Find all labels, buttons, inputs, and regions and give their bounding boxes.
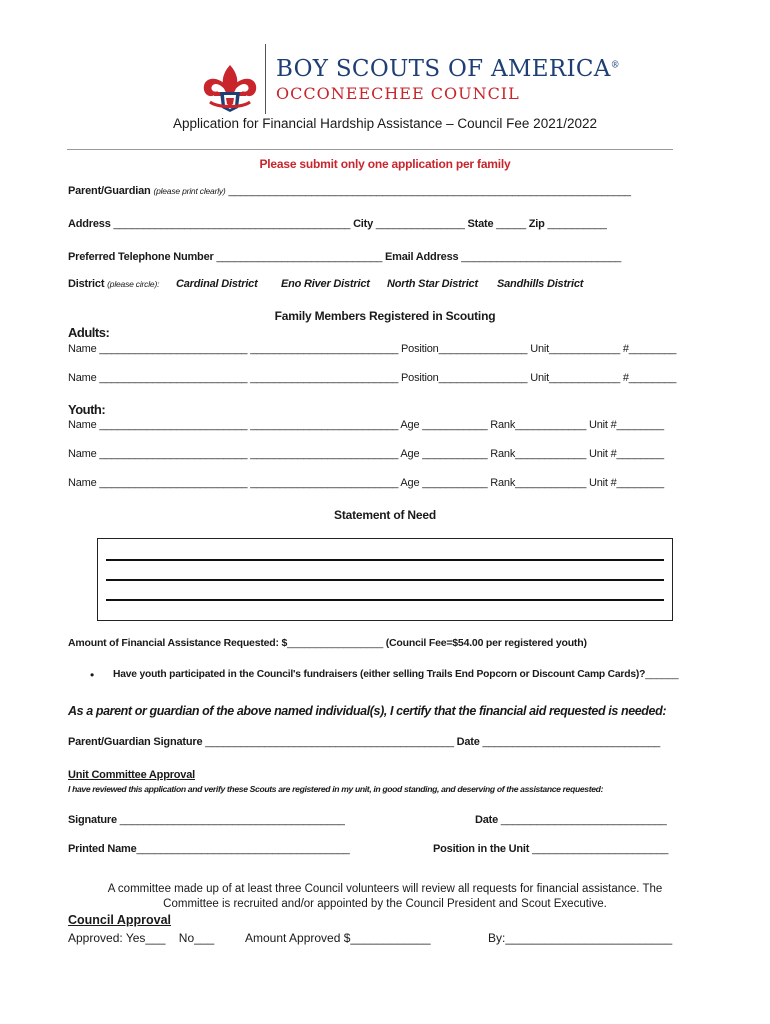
- youth-row: [68, 448, 664, 460]
- parent-guardian-row: [68, 185, 631, 197]
- rank-label: Rank: [490, 448, 516, 460]
- position-in-unit-row: [433, 843, 668, 855]
- unit-label: Unit: [530, 343, 549, 355]
- approved-yes-field[interactable]: Yes___: [125, 931, 166, 945]
- printed-name-field[interactable]: ____________________________________: [136, 843, 350, 855]
- name-label: Name: [68, 372, 97, 384]
- family-members-heading: Family Members Registered in Scouting: [274, 309, 496, 323]
- committee-date-field[interactable]: ____________________________: [500, 814, 667, 826]
- youth-name-field[interactable]: _________________________: [99, 448, 248, 460]
- bsa-fleur-de-lis-logo: [200, 62, 260, 114]
- form-title: Application for Financial Hardship Assistance – Council Fee 2021/2022: [173, 116, 597, 131]
- parent-signature-row: [68, 736, 660, 748]
- approved-no-field[interactable]: No___: [178, 931, 215, 945]
- committee-signature-label: Signature: [68, 814, 117, 826]
- parent-date-label: Date: [456, 736, 480, 748]
- youth-name-field[interactable]: _________________________: [99, 419, 248, 431]
- logo-divider: [265, 44, 266, 114]
- committee-signature-field[interactable]: ______________________________________: [119, 814, 345, 826]
- district-hint: (please circle):: [107, 279, 160, 289]
- committee-date-label: Date: [475, 814, 499, 826]
- need-line: [106, 579, 664, 581]
- statement-of-need-heading: Statement of Need: [334, 508, 436, 522]
- committee-signature-row: [68, 814, 345, 826]
- name-label: Name: [68, 477, 97, 489]
- single-application-notice: Please submit only one application per family: [259, 157, 511, 171]
- address-row: [68, 218, 607, 230]
- district-option-cardinal[interactable]: Cardinal District: [176, 278, 258, 290]
- adult-row: [68, 372, 676, 384]
- youth-rank-field[interactable]: ____________: [515, 419, 587, 431]
- amount-requested-row: [68, 637, 587, 649]
- parent-guardian-label: Parent/Guardian: [68, 185, 151, 197]
- youth-row: [68, 419, 664, 431]
- position-label: Position: [401, 372, 439, 384]
- rank-label: Rank: [490, 419, 516, 431]
- org-name: BOY SCOUTS OF AMERICA®: [276, 56, 620, 82]
- age-label: Age: [400, 477, 420, 489]
- position-label: Position: [401, 343, 439, 355]
- rank-label: Rank: [490, 477, 516, 489]
- amount-requested-field[interactable]: _________________: [287, 637, 384, 649]
- statement-of-need-box[interactable]: [97, 538, 673, 621]
- district-option-sandhills[interactable]: Sandhills District: [497, 278, 584, 290]
- fundraiser-answer-field[interactable]: ______: [645, 669, 679, 680]
- adult-unit-field[interactable]: ____________: [548, 343, 620, 355]
- printed-name-label: Printed Name: [68, 843, 137, 855]
- city-label: City: [353, 218, 374, 230]
- name-label: Name: [68, 419, 97, 431]
- adult-number-field[interactable]: ________: [628, 343, 677, 355]
- adult-position-field[interactable]: _______________: [438, 343, 528, 355]
- state-field[interactable]: _____: [496, 218, 526, 230]
- council-review-note-line2: Committee is recruited and/or appointed by the Council President and Scout Executive.: [163, 898, 607, 910]
- adult-name-field[interactable]: _________________________: [99, 372, 248, 384]
- council-name: OCCONEECHEE COUNCIL: [276, 84, 520, 103]
- adults-heading: Adults:: [68, 325, 110, 340]
- city-field[interactable]: _______________: [375, 218, 465, 230]
- approved-by-field[interactable]: By:_________________________: [488, 931, 673, 945]
- age-label: Age: [400, 419, 420, 431]
- position-in-unit-label: Position in the Unit: [433, 843, 530, 855]
- unit-label: Unit: [530, 372, 549, 384]
- youth-age-field[interactable]: ___________: [422, 477, 488, 489]
- district-option-eno-river[interactable]: Eno River District: [281, 278, 370, 290]
- youth-name-field-2[interactable]: _________________________: [250, 419, 399, 431]
- unit-number-label: Unit #: [589, 419, 617, 431]
- name-label: Name: [68, 343, 97, 355]
- printed-name-row: [68, 843, 350, 855]
- council-review-note-line1: A committee made up of at least three Council volunteers will review all requests for financial assistance. The: [107, 883, 663, 895]
- need-line: [106, 559, 664, 561]
- youth-unit-field[interactable]: ________: [616, 448, 664, 460]
- adult-name-field[interactable]: _________________________: [99, 343, 248, 355]
- name-label: Name: [68, 448, 97, 460]
- amount-approved-field[interactable]: Amount Approved $____________: [245, 931, 431, 945]
- position-in-unit-field[interactable]: _______________________: [532, 843, 669, 855]
- dollar-sign: $: [281, 637, 288, 649]
- unit-number-label: Unit #: [589, 448, 617, 460]
- youth-age-field[interactable]: ___________: [422, 419, 488, 431]
- fundraiser-question: Have youth participated in the Council's fundraisers (either selling Trails End Popcorn or Discount Camp Cards)?: [113, 669, 646, 680]
- unit-committee-heading: Unit Committee Approval: [68, 769, 196, 781]
- title-rule: [67, 149, 673, 150]
- youth-row: [68, 477, 664, 489]
- unit-committee-statement: I have reviewed this application and verify these Scouts are registered in my unit, in good standing, and deserving of the assistance requested:: [68, 784, 604, 794]
- bullet: •: [90, 668, 95, 682]
- fundraiser-question-row: [113, 669, 678, 680]
- zip-field[interactable]: __________: [547, 218, 607, 230]
- council-approval-row: [68, 931, 214, 945]
- age-label: Age: [400, 448, 420, 460]
- district-row: [68, 278, 159, 290]
- youth-name-field[interactable]: _________________________: [99, 477, 248, 489]
- youth-unit-field[interactable]: ________: [616, 477, 664, 489]
- amount-requested-label: Amount of Financial Assistance Requested:: [68, 637, 279, 649]
- youth-age-field[interactable]: ___________: [422, 448, 488, 460]
- phone-field[interactable]: ____________________________: [216, 251, 383, 263]
- email-field[interactable]: ___________________________: [461, 251, 622, 263]
- youth-rank-field[interactable]: ____________: [515, 477, 587, 489]
- parent-signature-label: Parent/Guardian Signature: [68, 736, 203, 748]
- parent-guardian-field[interactable]: ____________________________________________________________________: [228, 185, 631, 197]
- parent-certification-statement: As a parent or guardian of the above named individual(s), I certify that the financial aid requested is needed:: [68, 704, 667, 718]
- adult-row: [68, 343, 676, 355]
- youth-unit-field[interactable]: ________: [616, 419, 664, 431]
- council-approval-heading: Council Approval: [68, 913, 172, 927]
- adult-unit-field[interactable]: ____________: [548, 372, 620, 384]
- committee-date-row: [475, 814, 667, 826]
- hash-label: #: [622, 343, 629, 355]
- adult-name-field-2[interactable]: _________________________: [250, 343, 399, 355]
- youth-rank-field[interactable]: ____________: [515, 448, 587, 460]
- youth-name-field-2[interactable]: _________________________: [250, 448, 399, 460]
- phone-email-row: [68, 251, 621, 263]
- need-line: [106, 599, 664, 601]
- unit-number-label: Unit #: [589, 477, 617, 489]
- council-fee-note: (Council Fee=$54.00 per registered youth): [385, 637, 587, 649]
- adult-number-field[interactable]: ________: [628, 372, 677, 384]
- approved-label: Approved:: [68, 931, 123, 945]
- adult-position-field[interactable]: _______________: [438, 372, 528, 384]
- hash-label: #: [622, 372, 629, 384]
- address-label: Address: [68, 218, 111, 230]
- youth-heading: Youth:: [68, 402, 106, 417]
- adult-name-field-2[interactable]: _________________________: [250, 372, 399, 384]
- email-label: Email Address: [385, 251, 459, 263]
- trademark: ®: [610, 60, 620, 71]
- district-label: District: [68, 278, 105, 290]
- parent-date-field[interactable]: ______________________________: [482, 736, 661, 748]
- parent-signature-field[interactable]: __________________________________________: [205, 736, 454, 748]
- address-field[interactable]: ________________________________________: [113, 218, 351, 230]
- phone-label: Preferred Telephone Number: [68, 251, 214, 263]
- print-clearly-hint: (please print clearly): [153, 186, 226, 196]
- zip-label: Zip: [528, 218, 545, 230]
- district-option-north-star[interactable]: North Star District: [387, 278, 478, 290]
- youth-name-field-2[interactable]: _________________________: [250, 477, 399, 489]
- state-label: State: [467, 218, 494, 230]
